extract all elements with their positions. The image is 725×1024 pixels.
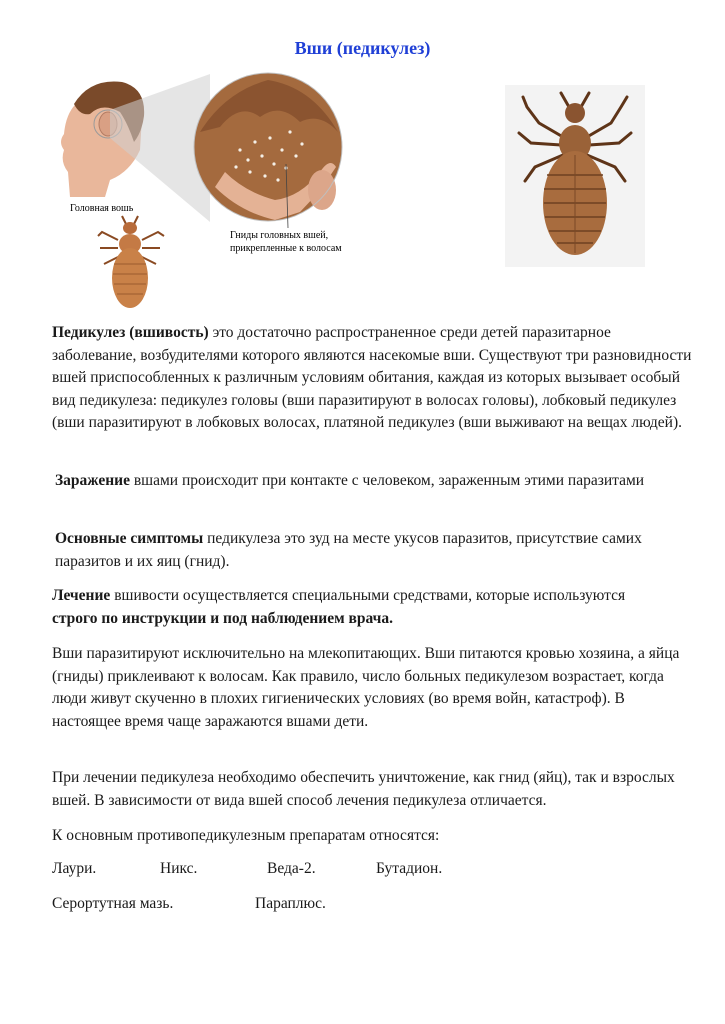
magnified-hair-image: [194, 73, 342, 221]
treatment-text: вшивости осуществляется специальными средствами, которые используются: [110, 587, 626, 604]
louse-svg: [505, 85, 645, 267]
illustration-svg: [50, 72, 350, 312]
infection-term: Заражение: [55, 472, 130, 489]
paragraph-symptoms: [55, 528, 695, 573]
head-lice-illustration: [50, 72, 350, 312]
parasites-text: Вши паразитируют исключительно на млекопитающих. Вши питаются кровью хозяина, а яйца (гниды) приклеивают к волосам. Как правило, число больных педикулезом возрастает, когда люди живут скученно в плохих гигиенических условиях (во время войн, катастроф). В настоящее время чаще заражаются вшами дети.: [52, 645, 680, 730]
nits-caption-line2: прикрепленные к волосам: [230, 243, 342, 254]
louse-photo: [505, 85, 645, 267]
treatment-warning: строго по инструкции и под наблюдением врача.: [52, 609, 394, 627]
head-louse-caption: Головная вошь: [70, 203, 134, 214]
small-louse-image: [98, 216, 164, 308]
symptoms-term: Основные симптомы: [55, 530, 204, 547]
paragraph-treatment: [52, 585, 692, 630]
drug-item: Никс.: [160, 860, 198, 877]
nits-caption-line1: Гниды головных вшей,: [230, 230, 329, 241]
paragraph-parasites: [52, 643, 692, 733]
infection-text: вшами происходит при контакте с человеком, зараженным этими паразитами: [129, 472, 645, 489]
therapy-text: При лечении педикулеза необходимо обеспечить уничтожение, как гнид (яйц), так и взрослых вшей. В зависимости от вида вшей способ лечения педикулеза отличается.: [52, 769, 675, 809]
definition-term: Педикулез (вшивость): [52, 324, 209, 341]
paragraph-infection: [55, 470, 695, 493]
paragraph-definition: [52, 322, 692, 435]
page-title: Вши (педикулез): [294, 38, 431, 58]
symptoms-text: педикулеза это зуд на месте укусов паразитов, присутствие самих паразитов и их яиц (гнид).: [55, 530, 642, 570]
definition-text: это достаточно распространенное среди детей паразитарное заболевание, возбудителями которого являются насекомые вши. Существуют три разновидности вшей приспособленных к различным условиям обитания, каждая из которых вызывает особый вид педикулеза: педикулез головы (вши паразитируют в волосах головы), лобковый педикулез (вши паразитируют в лобковых волосах, платяной педикулез (вши выживают на вещах людей).: [52, 324, 692, 432]
drugs-intro-text: К основным противопедикулезным препаратам относятся:: [52, 827, 440, 844]
drug-item: Веда-2.: [267, 860, 316, 877]
drug-item: Параплюс.: [255, 895, 326, 912]
drug-item: Лаури.: [52, 860, 97, 877]
treatment-term: Лечение: [52, 587, 111, 604]
drug-item: Бутадион.: [376, 860, 443, 877]
paragraph-drugs-intro: [52, 825, 692, 848]
paragraph-therapy: [52, 767, 692, 812]
drug-item: Серортутная мазь.: [52, 895, 174, 912]
